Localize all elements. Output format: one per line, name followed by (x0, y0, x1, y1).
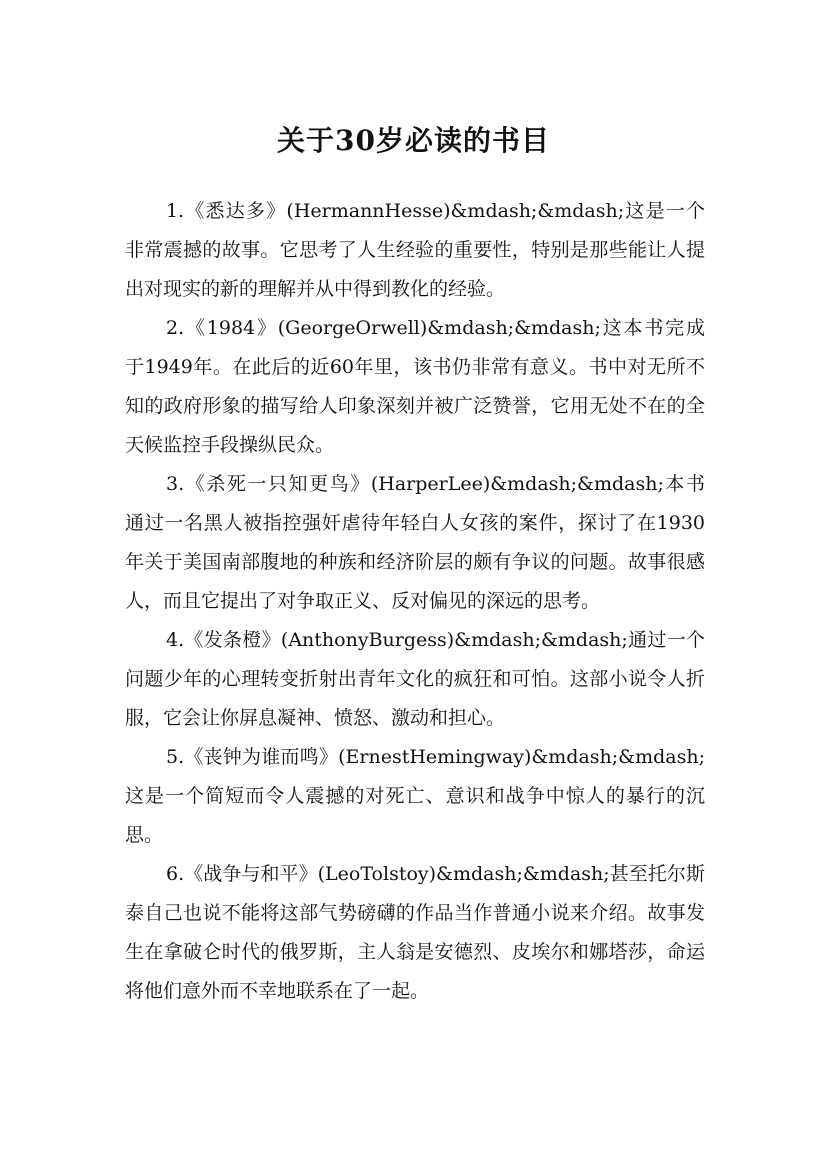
book-entry-5: 5.《丧钟为谁而鸣》(ErnestHemingway)&mdash;&mdash;这是一个简短而令人震撼的对死亡、意识和战争中惊人的暴行的沉思。 (125, 746, 705, 846)
document-title: 关于30岁必读的书目 (277, 123, 550, 157)
book-entry-4: 4.《发条橙》(AnthonyBurgess)&mdash;&mdash;通过一个问题少年的心理转变折射出青年文化的疯狂和可怕。这部小说令人折服，它会让你屏息凝神、愤怒、激动和担心。 (125, 629, 705, 729)
book-entry-2: 2.《1984》(GeorgeOrwell)&mdash;&mdash;这本书完成于1949年。在此后的近60年里，该书仍非常有意义。书中对无所不知的政府形象的描写给人印象深刻并被广泛赞誉，它用无处不在的全天候监控手段操纵民众。 (125, 317, 705, 456)
book-entry-3: 3.《杀死一只知更鸟》(HarperLee)&mdash;&mdash;本书通过一名黑人被指控强奸虐待年轻白人女孩的案件，探讨了在1930年关于美国南部腹地的种族和经济阶层的颇有争议的问题。故事很感人，而且它提出了对争取正义、反对偏见的深远的思考。 (125, 473, 705, 612)
book-entry-1: 1.《悉达多》(HermannHesse)&mdash;&mdash;这是一个非常震撼的故事。它思考了人生经验的重要性，特别是那些能让人提出对现实的新的理解并从中得到教化的经验。 (125, 200, 705, 300)
document-body (125, 192, 705, 1011)
book-entry-6: 6.《战争与和平》(LeoTolstoy)&mdash;&mdash;甚至托尔斯泰自己也说不能将这部气势磅礴的作品当作普通小说来介绍。故事发生在拿破仑时代的俄罗斯，主人翁是安德烈、皮埃尔和娜塔莎，命运将他们意外而不幸地联系在了一起。 (125, 863, 705, 1002)
